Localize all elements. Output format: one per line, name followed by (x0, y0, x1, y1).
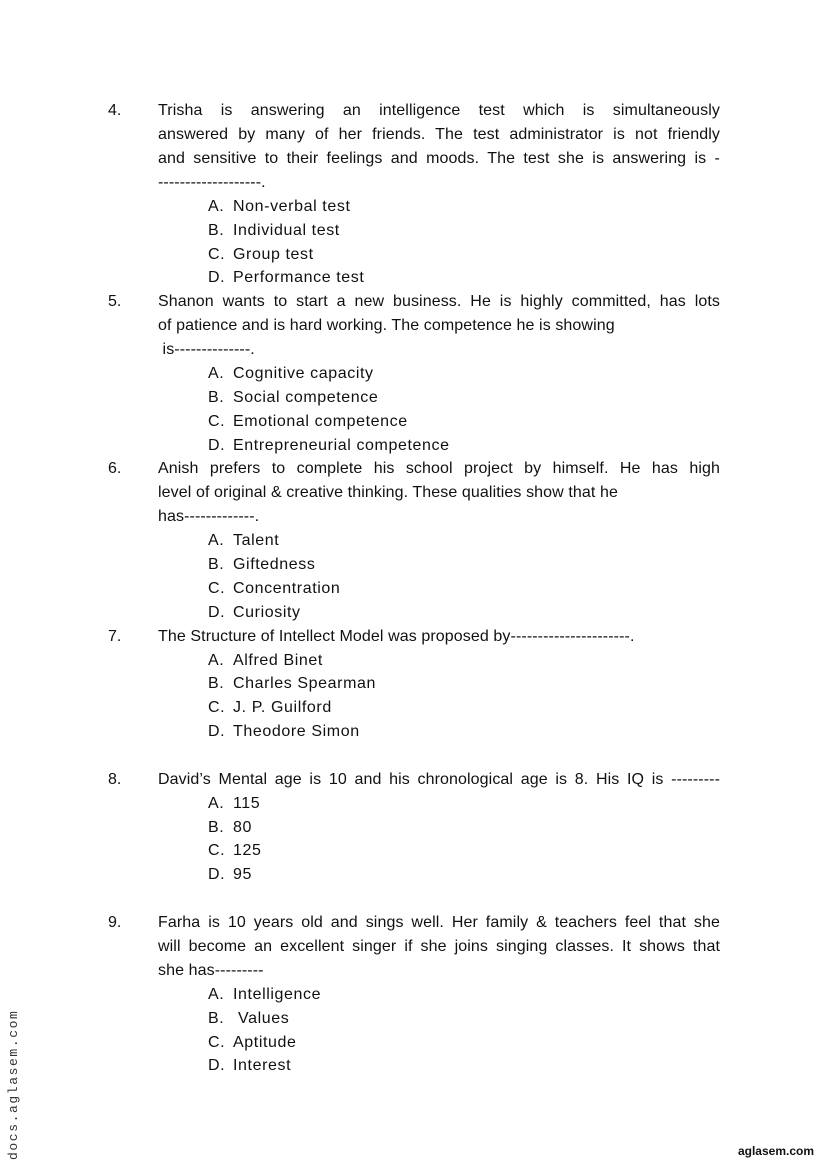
spacer (0, 887, 826, 911)
question-line: is--------------. (158, 341, 255, 359)
option-letter: A. (208, 794, 225, 812)
option-letter: C. (208, 842, 226, 860)
question-number: 8. (108, 770, 122, 788)
question-text (158, 290, 720, 362)
option-letter: B. (208, 675, 225, 693)
option-list (0, 983, 826, 1078)
option-letter: A. (208, 651, 225, 669)
option-letter: D. (208, 1057, 226, 1075)
question-line: Anish prefers to complete his school project by himself. He has high (158, 460, 720, 478)
spacer (0, 744, 826, 768)
answer-option (208, 816, 826, 840)
option-text: Performance test (233, 269, 365, 287)
question-item (0, 99, 826, 290)
question-number: 5. (108, 293, 122, 311)
option-text: Talent (233, 532, 280, 550)
option-text: Values (233, 1009, 290, 1027)
option-letter: D. (208, 722, 226, 740)
question-text (158, 457, 720, 529)
question-text (158, 911, 720, 983)
option-text: 80 (233, 818, 252, 836)
option-text: Theodore Simon (233, 722, 360, 740)
option-letter: C. (208, 699, 226, 717)
option-letter: D. (208, 269, 226, 287)
option-list (0, 362, 826, 457)
question-number: 6. (108, 460, 122, 478)
answer-option (208, 1031, 826, 1055)
question-line: has-------------. (158, 508, 260, 526)
answer-option (208, 195, 826, 219)
answer-option (208, 601, 826, 625)
option-letter: B. (208, 221, 225, 239)
option-letter: A. (208, 985, 225, 1003)
question-line: will become an excellent singer if she joins singing classes. It shows that (158, 937, 720, 955)
option-text: Concentration (233, 579, 341, 597)
question-line: David’s Mental age is 10 and his chronological age is 8. His IQ is --------- (158, 770, 720, 788)
option-letter: A. (208, 532, 225, 550)
question-number: 7. (108, 627, 122, 645)
question-line: answered by many of her friends. The test administrator is not friendly (158, 126, 720, 143)
question-number: 4. (108, 102, 122, 119)
answer-option (208, 696, 826, 720)
option-text: Alfred Binet (233, 651, 323, 669)
option-text: Giftedness (233, 556, 316, 574)
option-letter: A. (208, 198, 225, 215)
answer-option (208, 720, 826, 744)
question-line: The Structure of Intellect Model was proposed by----------------------. (158, 627, 635, 645)
answer-option (208, 434, 826, 458)
option-letter: C. (208, 1033, 226, 1051)
answer-option (208, 266, 826, 290)
option-letter: C. (208, 412, 226, 430)
option-list (0, 529, 826, 624)
option-text: Group test (233, 245, 314, 263)
footer-brand: aglasem.com (737, 1144, 814, 1158)
question-item (0, 625, 826, 744)
option-letter: C. (208, 579, 226, 597)
question-item (0, 457, 826, 624)
answer-option (208, 553, 826, 577)
question-line: level of original & creative thinking. These qualities show that he (158, 484, 618, 502)
question-list (0, 99, 826, 1078)
option-letter: B. (208, 1009, 225, 1027)
option-letter: B. (208, 388, 225, 406)
answer-option (208, 863, 826, 887)
option-list (0, 649, 826, 744)
option-letter: B. (208, 556, 225, 574)
answer-option (208, 1054, 826, 1078)
question-text (158, 768, 720, 792)
option-text: Intelligence (233, 985, 322, 1003)
question-item (0, 911, 826, 1078)
option-letter: B. (208, 818, 225, 836)
answer-option (208, 386, 826, 410)
option-text: Emotional competence (233, 412, 408, 430)
question-line: she has--------- (158, 961, 264, 979)
option-text: 95 (233, 866, 252, 884)
option-text: 115 (233, 794, 261, 812)
answer-option (208, 219, 826, 243)
question-text (158, 625, 720, 649)
answer-option (208, 529, 826, 553)
answer-option (208, 792, 826, 816)
answer-option (208, 410, 826, 434)
option-letter: D. (208, 866, 226, 884)
option-letter: D. (208, 436, 226, 454)
question-item (0, 768, 826, 887)
option-text: Non-verbal test (233, 198, 351, 215)
answer-option (208, 839, 826, 863)
answer-option (208, 577, 826, 601)
option-text: Curiosity (233, 603, 301, 621)
option-letter: A. (208, 365, 225, 383)
option-text: Aptitude (233, 1033, 297, 1051)
question-line: of patience and is hard working. The competence he is showing (158, 317, 615, 335)
option-text: Charles Spearman (233, 675, 376, 693)
option-text: 125 (233, 842, 262, 860)
option-list (0, 792, 826, 887)
option-text: Interest (233, 1057, 292, 1075)
option-list (0, 195, 826, 290)
question-line: and sensitive to their feelings and moods. The test she is answering is - (158, 150, 720, 167)
answer-option (208, 243, 826, 267)
option-text: J. P. Guilford (233, 699, 332, 717)
question-line: Shanon wants to start a new business. He is highly committed, has lots (158, 293, 720, 311)
question-line: Farha is 10 years old and sings well. Her family & teachers feel that she (158, 913, 720, 931)
question-item (0, 290, 826, 457)
option-text: Social competence (233, 388, 379, 406)
option-text: Individual test (233, 221, 340, 239)
answer-option (208, 1007, 826, 1031)
option-text: Entrepreneurial competence (233, 436, 450, 454)
answer-option (208, 362, 826, 386)
question-line: -------------------. (158, 174, 266, 191)
option-letter: D. (208, 603, 226, 621)
answer-option (208, 983, 826, 1007)
option-text: Cognitive capacity (233, 365, 374, 383)
side-watermark: docs.aglasem.com (6, 1009, 21, 1160)
answer-option (208, 672, 826, 696)
answer-option (208, 649, 826, 673)
question-line: Trisha is answering an intelligence test which is simultaneously (158, 102, 720, 119)
question-number: 9. (108, 913, 122, 931)
option-letter: C. (208, 245, 226, 263)
question-text (158, 99, 720, 195)
